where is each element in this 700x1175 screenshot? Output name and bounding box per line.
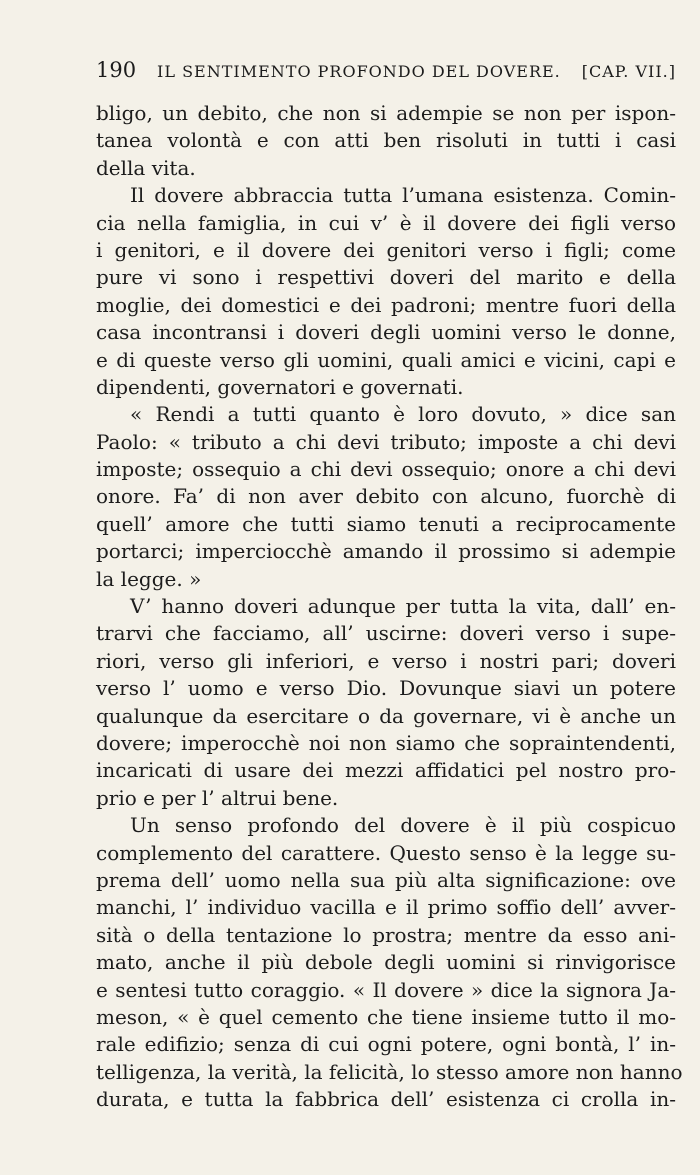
text-line: telligenza, la verità, la felicità, lo stesso amore non hanno	[96, 1059, 683, 1084]
text-line: Un senso profondo del dovere è il più cospicuo	[130, 813, 676, 838]
running-title: IL SENTIMENTO PROFONDO DEL DOVERE.	[157, 62, 561, 81]
text-line: casa incontransi i doveri degli uomini verso le donne,	[96, 320, 676, 345]
text-line: Il dovere abbraccia tutta l’umana esistenza. Comin-	[130, 183, 676, 208]
text-line: meson, « è quel cemento che tiene insieme tutto il mo-	[96, 1004, 676, 1029]
text-line: dipendenti, governatori e governati.	[96, 374, 464, 399]
text-line: verso l’ uomo e verso Dio. Dovunque siavi un potere	[96, 676, 676, 701]
text-line: tanea volontà e con atti ben risoluti in tutti i casi	[96, 128, 676, 153]
text-line: quell’ amore che tutti siamo tenuti a reciprocamente	[96, 511, 676, 536]
text-line: manchi, l’ individuo vacilla e il primo soffio dell’ avver-	[96, 895, 676, 920]
text-line: Paolo: « tributo a chi devi tributo; imposte a chi devi	[96, 429, 676, 454]
text-line: V’ hanno doveri adunque per tutta la vita, dall’ en-	[130, 594, 676, 619]
text-line: prio e per l’ altrui bene.	[96, 785, 339, 810]
text-line: riori, verso gli inferiori, e verso i nostri pari; doveri	[96, 648, 676, 673]
running-header	[96, 58, 676, 98]
text-line: e sentesi tutto coraggio. « Il dovere » dice la signora Ja-	[96, 977, 676, 1002]
text-line: bligo, un debito, che non si adempie se non per ispon-	[96, 101, 676, 125]
text-line: rale edifizio; senza di cui ogni potere, ogni bontà, l’ in-	[96, 1032, 676, 1057]
text-line: pure vi sono i respettivi doveri del marito e della	[96, 265, 676, 290]
text-line: mato, anche il più debole degli uomini si rinvigorisce	[96, 950, 676, 975]
text-line: dovere; imperocchè noi non siamo che sopraintendenti,	[96, 730, 676, 755]
text-line: trarvi che facciamo, all’ uscirne: doveri verso i supe-	[96, 621, 676, 646]
book-page	[96, 58, 683, 1113]
page-number: 190	[96, 58, 137, 82]
text-line: onore. Fa’ di non aver debito con alcuno, fuorchè di	[96, 484, 676, 509]
text-line: imposte; ossequio a chi devi ossequio; onore a chi devi	[96, 457, 676, 482]
text-line: qualunque da esercitare o da governare, vi è anche un	[96, 703, 676, 728]
body-text	[96, 100, 683, 1113]
text-line: la legge. »	[96, 566, 202, 591]
text-line: cia nella famiglia, in cui v’ è il dovere dei figli verso	[96, 210, 676, 235]
text-line: della vita.	[96, 155, 196, 180]
text-line: prema dell’ uomo nella sua più alta significazione: ove	[96, 867, 676, 892]
text-line: durata, e tutta la fabbrica dell’ esistenza ci crolla in-	[96, 1087, 676, 1112]
text-line: sità o della tentazione lo prostra; mentre da esso ani-	[96, 922, 676, 947]
text-line: e di queste verso gli uomini, quali amici e vicini, capi e	[96, 347, 676, 372]
text-line: « Rendi a tutti quanto è loro dovuto, » dice san	[130, 402, 676, 427]
chapter-label: [CAP. VII.]	[581, 62, 676, 81]
text-line: incaricati di usare dei mezzi affidatici pel nostro pro-	[96, 758, 676, 783]
text-line: moglie, dei domestici e dei padroni; mentre fuori della	[96, 292, 676, 317]
text-line: i genitori, e il dovere dei genitori verso i figli; come	[96, 237, 676, 262]
text-line: complemento del carattere. Questo senso è la legge su-	[96, 840, 676, 865]
text-line: portarci; imperciocchè amando il prossimo si adempie	[96, 539, 676, 564]
